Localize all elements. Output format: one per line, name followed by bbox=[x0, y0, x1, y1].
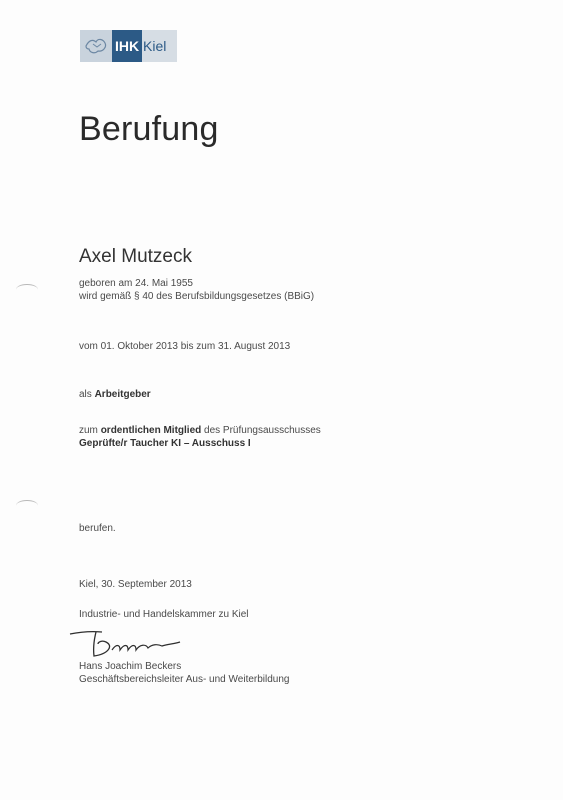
signatory-title: Geschäftsbereichsleiter Aus- und Weiterbildung bbox=[79, 674, 290, 685]
law-line: wird gemäß § 40 des Berufsbildungsgesetzes (BBiG) bbox=[79, 291, 315, 302]
closing-line: berufen. bbox=[79, 523, 116, 534]
membership-prefix: zum bbox=[79, 425, 98, 436]
punch-hole-mark bbox=[16, 500, 38, 511]
handwritten-signature bbox=[68, 626, 198, 662]
role-line bbox=[79, 388, 151, 401]
membership-bold: ordentlichen Mitglied bbox=[100, 425, 202, 436]
period-line: vom 01. Oktober 2013 bis zum 31. August 2013 bbox=[79, 341, 291, 352]
committee-name: Geprüfte/r Taucher KI – Ausschuss I bbox=[79, 438, 251, 449]
institution-line: Industrie- und Handelskammer zu Kiel bbox=[79, 609, 249, 620]
role-prefix: als bbox=[79, 389, 92, 400]
role-value: Arbeitgeber bbox=[94, 389, 151, 400]
date-line: Kiel, 30. September 2013 bbox=[79, 579, 192, 590]
punch-hole-mark bbox=[16, 284, 38, 295]
person-name: Axel Mutzeck bbox=[79, 246, 192, 267]
membership-line bbox=[79, 424, 321, 437]
logo-mark: IHK bbox=[112, 30, 142, 62]
membership-suffix: des Prüfungsausschusses bbox=[204, 425, 321, 436]
birth-line: geboren am 24. Mai 1955 bbox=[79, 278, 193, 289]
committee-line bbox=[79, 437, 251, 450]
signatory-name: Hans Joachim Beckers bbox=[79, 661, 182, 672]
ihk-logo bbox=[80, 30, 177, 62]
document-title: Berufung bbox=[79, 110, 219, 148]
logo-city: Kiel bbox=[142, 30, 177, 62]
map-emblem-icon bbox=[80, 30, 112, 62]
